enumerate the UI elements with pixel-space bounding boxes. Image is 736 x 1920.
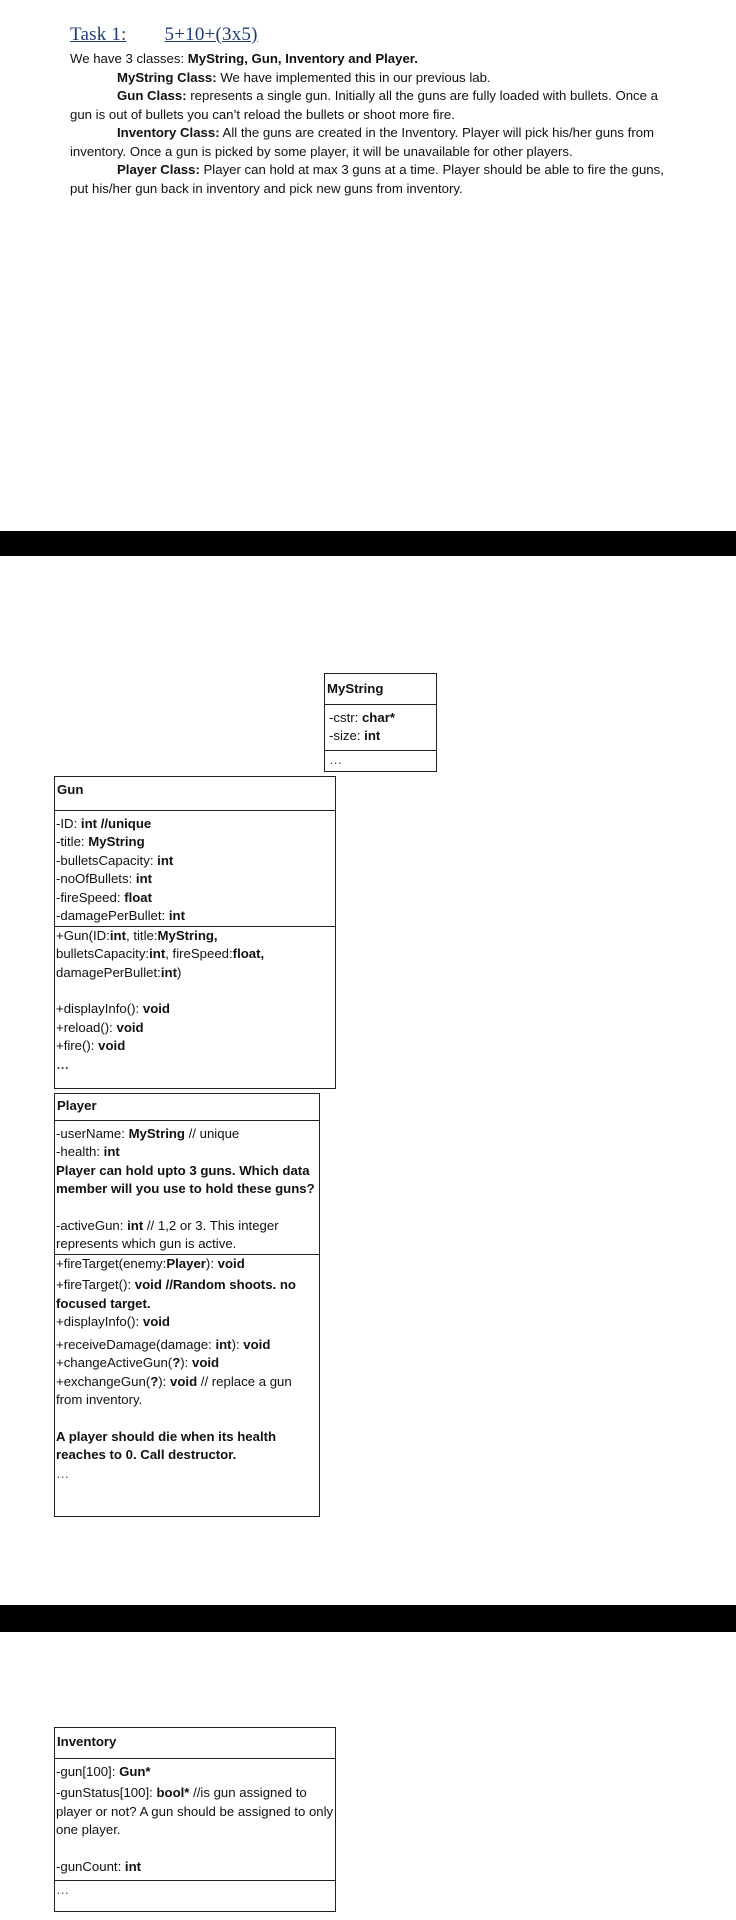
method-name: +reload(): <box>56 1019 117 1035</box>
gun-label: Gun Class: <box>117 88 187 103</box>
ctor-part: int <box>160 964 177 980</box>
attr-name: -cstr: <box>329 709 362 725</box>
method-part: void <box>217 1255 245 1271</box>
method-part: // replace a gun from inventory. <box>56 1373 292 1407</box>
player-attributes <box>55 1120 319 1254</box>
mystring-text: We have implemented this in our previous lab. <box>216 69 491 85</box>
method-part: +changeActiveGun( <box>56 1355 173 1370</box>
intro-inventory <box>70 124 680 161</box>
intro-lead <box>70 50 680 69</box>
page-separator-bar <box>0 531 736 556</box>
player-attr-active-gun <box>56 1217 319 1254</box>
ctor-part: , title: <box>126 927 158 943</box>
method-part: Player <box>166 1255 206 1271</box>
attr-note: // 1,2 or 3. This integer represents which gun is active. <box>56 1217 279 1251</box>
inventory-class-title: Inventory <box>57 1734 117 1749</box>
method-name: +fire(): <box>56 1038 99 1053</box>
inventory-attr-gun-status <box>56 1784 335 1840</box>
ctor-part: int <box>149 946 166 961</box>
method-type: void <box>98 1038 126 1053</box>
mystring-attr-cstr <box>329 709 436 728</box>
method-part: ? <box>150 1373 159 1389</box>
inventory-attr-gun-count <box>56 1858 335 1877</box>
gun-method-display-info <box>56 1000 335 1019</box>
attr-name: -noOfBullets: <box>56 871 136 886</box>
method-type: void <box>142 1314 170 1329</box>
ellipsis: … <box>56 1056 71 1072</box>
attr-name: -size: <box>329 728 365 743</box>
attr-name: -userName: <box>56 1125 129 1141</box>
ctor-part: MyString, <box>157 927 218 943</box>
attr-name: -title: <box>56 834 89 849</box>
player-class-box <box>54 1093 320 1517</box>
gun-attr-bullets-capacity <box>56 852 335 871</box>
gun-attr-fire-speed <box>56 889 335 908</box>
player-attr-health <box>56 1143 319 1162</box>
method-name: +displayInfo(): <box>56 1314 143 1329</box>
attr-type: Gun* <box>119 1763 151 1779</box>
player-method-exchange-gun <box>56 1373 319 1410</box>
method-part: void <box>243 1336 271 1352</box>
inventory-class-box <box>54 1727 336 1912</box>
method-type: void <box>116 1019 144 1035</box>
gun-attr-id <box>56 815 335 834</box>
method-type: void <box>142 1001 170 1016</box>
attr-name: -health: <box>56 1144 104 1159</box>
ctor-part: damagePerBullet: <box>56 964 161 980</box>
gun-methods <box>55 926 335 1075</box>
player-method-receive-damage <box>56 1336 319 1355</box>
task-heading <box>70 24 258 46</box>
attr-type: int <box>124 1858 142 1874</box>
gun-method-fire <box>56 1037 335 1056</box>
method-part: +receiveDamage(damage: <box>56 1336 216 1352</box>
player-attr-username <box>56 1125 319 1144</box>
task-marks: 5+10+(3x5) <box>164 24 258 45</box>
method-part: ): <box>180 1355 192 1370</box>
player-death-note: A player should die when its health reaches to 0. Call destructor. <box>56 1428 277 1462</box>
inventory-label: Inventory Class: <box>117 125 220 140</box>
method-part: ): <box>231 1336 244 1352</box>
method-part: +exchangeGun( <box>56 1373 151 1389</box>
method-part: void //Random shoots. no focused target. <box>56 1277 296 1311</box>
method-name: +displayInfo(): <box>56 1001 143 1016</box>
ctor-part: ) <box>176 964 182 980</box>
gun-class-box <box>54 776 336 1089</box>
intro-lead-text: We have 3 classes: <box>70 51 188 66</box>
player-methods <box>55 1254 319 1484</box>
method-part: int <box>215 1336 232 1352</box>
player-text: Player can hold at max 3 guns at a time. Player should be able to fire the guns, put his/her gun back in inventory and pick new guns from inventory. <box>70 162 664 196</box>
attr-name: -damagePerBullet: <box>56 908 169 923</box>
gun-class-title: Gun <box>57 782 84 797</box>
intro-mystring <box>70 69 680 88</box>
gun-attr-damage-per-bullet <box>56 907 335 926</box>
gun-method-reload <box>56 1019 335 1038</box>
attr-type: bool* <box>156 1785 190 1800</box>
attr-name: -fireSpeed: <box>56 889 125 905</box>
method-part: ): <box>158 1373 171 1389</box>
ellipsis: … <box>56 1882 71 1897</box>
player-method-fire-random <box>56 1276 319 1313</box>
attr-type: int <box>135 871 153 886</box>
method-part: +fireTarget(enemy: <box>56 1255 167 1271</box>
attr-name: -gunStatus[100]: <box>56 1785 157 1800</box>
method-part: void <box>170 1373 198 1389</box>
method-part: ? <box>172 1355 181 1370</box>
attr-name: -activeGun: <box>56 1217 128 1233</box>
attr-name: -gun[100]: <box>56 1763 120 1779</box>
ctor-part: bulletsCapacity: <box>56 946 150 961</box>
task-label: Task 1: <box>70 24 127 45</box>
ctor-part: , fireSpeed: <box>165 946 233 961</box>
inventory-attributes <box>55 1758 335 1881</box>
attr-name: -gunCount: <box>56 1858 125 1874</box>
intro-text <box>70 50 680 198</box>
player-method-change-active-gun <box>56 1354 319 1373</box>
attr-type: int //unique <box>80 815 152 831</box>
player-method-fire-target <box>56 1255 319 1274</box>
ctor-part: int <box>109 927 126 943</box>
inventory-attr-gun <box>56 1763 335 1782</box>
ctor-part: +Gun(ID: <box>56 927 110 943</box>
attr-note: // unique <box>184 1125 240 1141</box>
gun-attributes <box>55 810 335 926</box>
player-class-title: Player <box>57 1098 97 1113</box>
page-separator-bar <box>0 1605 736 1632</box>
mystring-label: MyString Class: <box>117 69 217 85</box>
gun-attr-no-of-bullets <box>56 870 335 889</box>
mystring-methods <box>325 750 436 770</box>
inventory-methods <box>55 1880 335 1900</box>
ellipsis: … <box>56 1465 71 1481</box>
method-part: ): <box>205 1255 218 1271</box>
attr-type: MyString <box>128 1125 185 1141</box>
attr-type: int <box>157 852 174 868</box>
attr-type: int <box>364 728 381 743</box>
player-method-display-info <box>56 1313 319 1332</box>
mystring-attributes <box>325 704 436 750</box>
intro-gun <box>70 87 680 124</box>
attr-type: MyString <box>88 834 145 849</box>
inventory-text: All the guns are created in the Inventory. Player will pick his/her guns from inventory. Once a gun is picked by some player, it will be unavailable for other players. <box>70 125 655 159</box>
gun-attr-title <box>56 833 335 852</box>
intro-player <box>70 161 680 198</box>
intro-lead-classes: MyString, Gun, Inventory and Player. <box>187 51 418 66</box>
gun-constructor <box>56 927 335 983</box>
mystring-attr-size <box>329 727 436 746</box>
ellipsis: … <box>329 751 344 767</box>
method-part: void <box>192 1355 220 1370</box>
attr-type: float <box>124 889 153 905</box>
player-label: Player Class: <box>117 162 200 177</box>
attr-note: //is gun assigned to player or not? A gun should be assigned to only one player. <box>56 1785 334 1837</box>
mystring-class-box <box>324 673 437 772</box>
attr-type: int <box>103 1144 120 1159</box>
method-part: +fireTarget(): <box>56 1277 135 1292</box>
attr-name: -bulletsCapacity: <box>56 852 158 868</box>
player-guns-question: Player can hold upto 3 guns. Which data member will you use to hold these guns? <box>56 1162 315 1196</box>
attr-type: char* <box>361 709 395 725</box>
mystring-class-title: MyString <box>327 681 384 696</box>
attr-type: int <box>168 908 186 923</box>
ctor-part: float, <box>232 946 265 961</box>
gun-text: represents a single gun. Initially all the guns are fully loaded with bullets. Once a gun is out of bullets you can’t reload the bullets or shoot more fire. <box>70 88 658 122</box>
attr-type: int <box>127 1217 144 1233</box>
attr-name: -ID: <box>56 815 81 831</box>
